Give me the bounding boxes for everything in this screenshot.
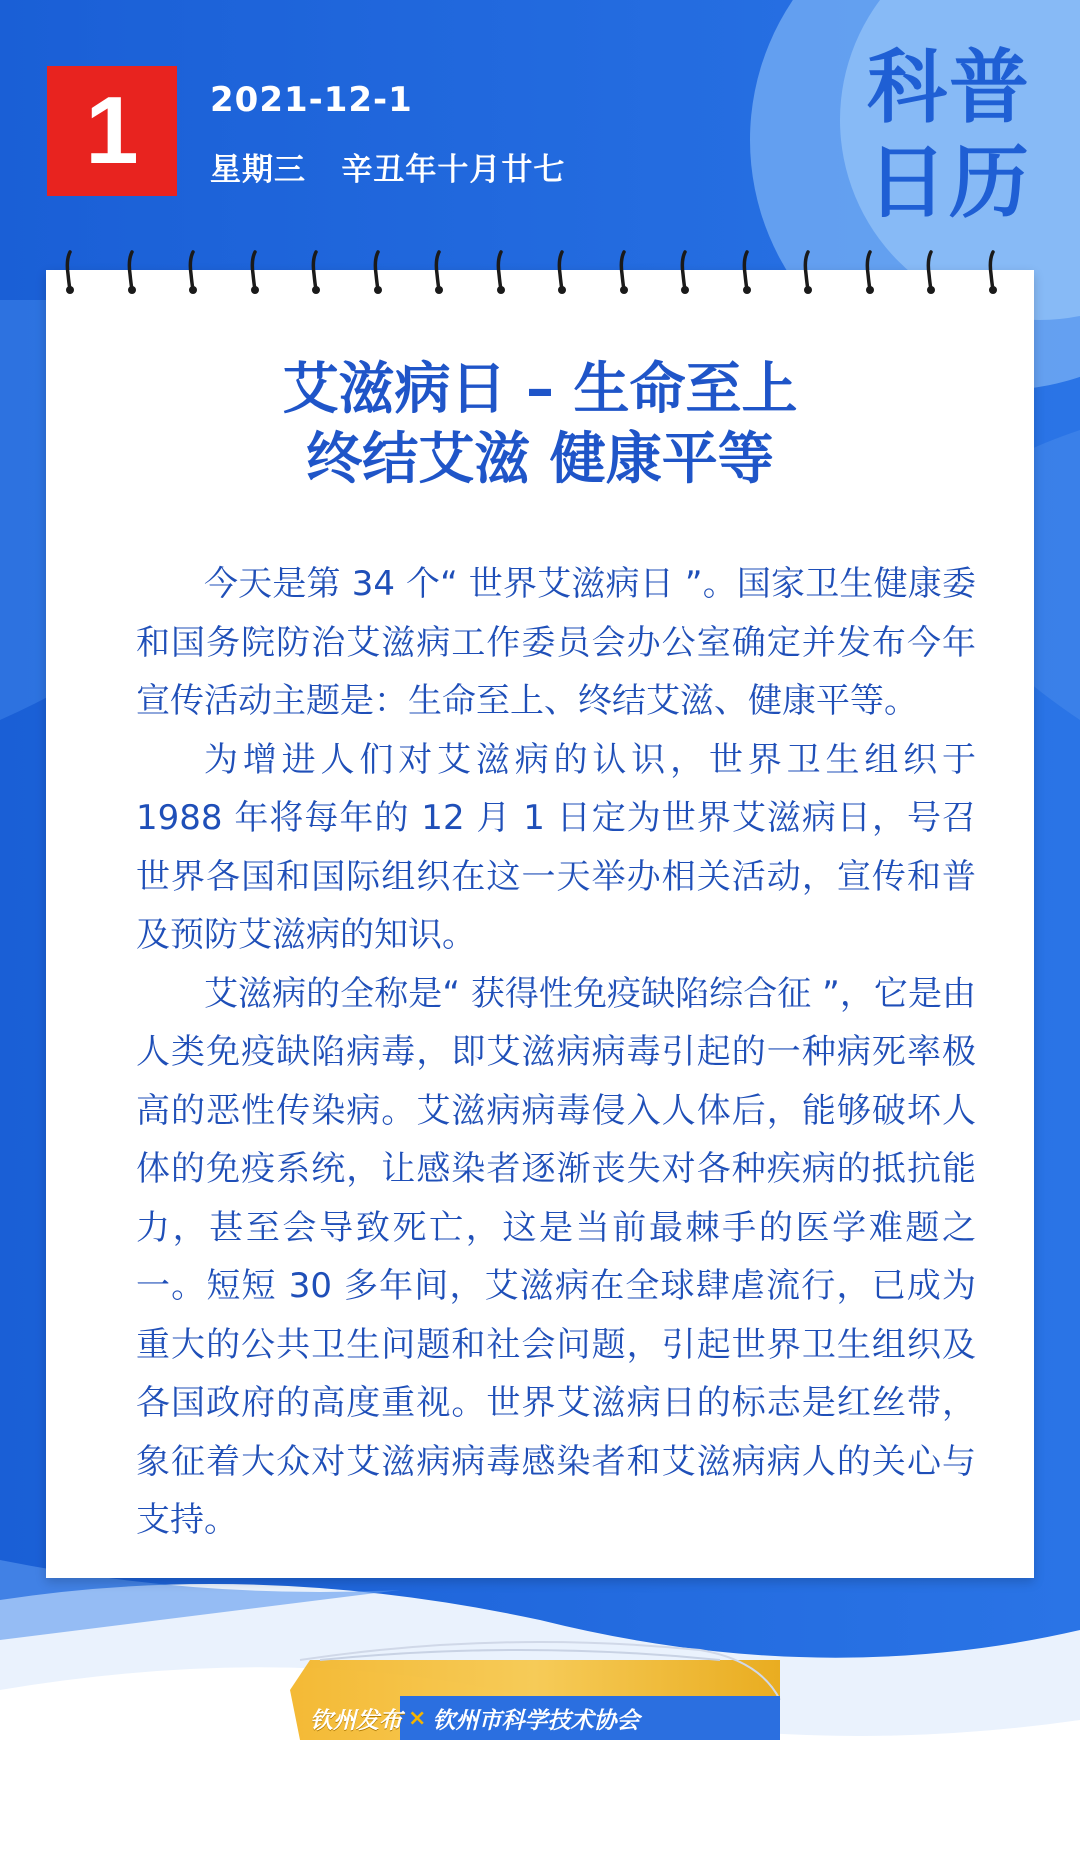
footer-separator: × <box>408 1705 427 1731</box>
article-paragraph-1: 今天是第 34 个“ 世界艾滋病日 ”。国家卫生健康委和国务院防治艾滋病工作委员会办公室确定并发布今年宣传活动主题是：生命至上、终结艾滋、健康平等。 <box>136 564 976 721</box>
binder-ring <box>64 250 76 296</box>
brand-line-2: 日历 <box>867 136 1031 229</box>
headline <box>46 355 1034 495</box>
article-paragraph-3: 艾滋病的全称是“ 获得性免疫缺陷综合征 ”，它是由人类免疫缺陷病毒，即艾滋病病毒引起的一种病死率极高的恶性传染病。艾滋病病毒侵入人体后，能够破坏人体的免疫系统，让感染者逐渐丧失对各种疾病的抵抗能力，甚至会导致死亡，这是当前最棘手的医学难题之一。短短 30 多年间，艾滋病在全球肆虐流行，已成为重大的公共卫生问题和社会问题，引起世界卫生组织及各国政府的高度重视。世界艾滋病日的标志是红丝带，象征着大众对艾滋病病毒感染者和艾滋病病人的关心与支持。 <box>136 973 976 1540</box>
binder-ring <box>249 250 261 296</box>
brand-title <box>864 40 1034 230</box>
footer-left-org: 钦州发布 <box>310 1707 402 1734</box>
binder-ring <box>864 250 876 296</box>
binder-rings <box>46 250 1034 300</box>
headline-line-1: 艾滋病日 – 生命至上 <box>282 357 798 422</box>
binder-ring <box>126 250 138 296</box>
binder-ring <box>187 250 199 296</box>
binder-ring <box>372 250 384 296</box>
binder-ring <box>495 250 507 296</box>
binder-ring <box>987 250 999 296</box>
binder-ring <box>618 250 630 296</box>
article-paragraph-2: 为增进人们对艾滋病的认识，世界卫生组织于 1988 年将每年的 12 月 1 日定为世界艾滋病日，号召世界各国和国际组织在这一天举办相关活动，宣传和普及预防艾滋病的知识。 <box>136 739 976 955</box>
footer-credit <box>310 1700 639 1736</box>
day-number-badge: 1 <box>47 66 177 196</box>
binder-ring <box>802 250 814 296</box>
binder-ring <box>433 250 445 296</box>
binder-ring <box>925 250 937 296</box>
footer-right-org: 钦州市科学技术协会 <box>432 1707 640 1734</box>
binder-ring <box>556 250 568 296</box>
binder-ring <box>741 250 753 296</box>
weekday-lunar-text: 星期三 辛丑年十月廿七 <box>210 152 566 188</box>
date-text: 2021-12-1 <box>210 80 413 120</box>
headline-line-2: 终结艾滋 健康平等 <box>306 427 774 492</box>
binder-ring <box>679 250 691 296</box>
brand-line-1: 科普 <box>867 41 1031 134</box>
binder-ring <box>310 250 322 296</box>
article-body <box>136 555 976 1550</box>
